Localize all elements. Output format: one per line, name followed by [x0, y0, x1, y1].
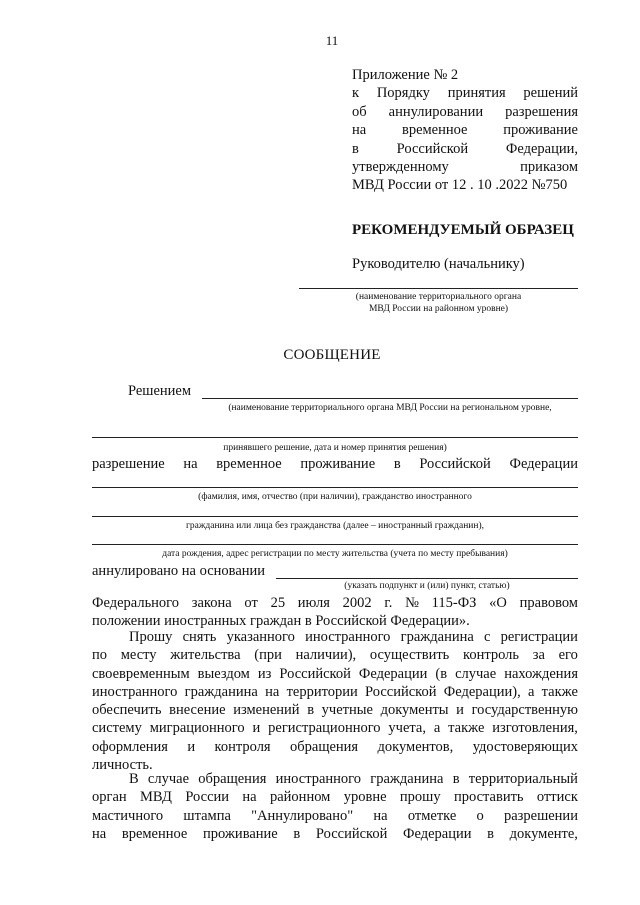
word: иностранного	[275, 771, 361, 787]
word: обращения	[198, 771, 267, 787]
word: миграционного	[149, 720, 245, 737]
request-line	[92, 719, 578, 737]
addressee: Руководителю (начальнику)	[352, 256, 525, 272]
person-fill-line-1	[92, 487, 578, 488]
word: своевременным	[92, 665, 190, 682]
word: снять	[182, 629, 217, 645]
addressee-caption-line-1: (наименование территориального органа	[355, 292, 522, 302]
word: Российской	[279, 665, 351, 682]
message-title: СООБЩЕНИЕ	[283, 347, 381, 363]
word: государственную	[471, 702, 578, 719]
word: жительства	[170, 647, 241, 664]
word: (при	[254, 647, 282, 664]
word: иностранного	[305, 629, 391, 645]
request-line	[92, 646, 578, 664]
word: учета,	[388, 720, 426, 737]
word: приказом	[520, 159, 578, 176]
word: гражданина	[370, 771, 444, 787]
word: орган	[92, 789, 127, 806]
request-line	[92, 738, 578, 756]
word: к	[352, 85, 360, 102]
word: выездом	[197, 665, 250, 682]
word: в	[352, 140, 359, 157]
word: Федерального	[92, 595, 180, 611]
word: принятия	[447, 85, 506, 102]
word: временное	[401, 122, 468, 139]
word: обеспечить	[92, 702, 162, 719]
word: «О	[489, 595, 507, 611]
word: и	[456, 702, 464, 719]
word: месту	[120, 647, 157, 664]
word: территориальный	[468, 771, 578, 787]
word: на	[373, 807, 388, 824]
word: наличии),	[295, 647, 357, 664]
word: временное	[121, 825, 188, 842]
word: на	[265, 683, 280, 700]
word: В	[129, 771, 139, 787]
word: документов,	[377, 738, 454, 755]
decision-caption-2: принявшего решение, дата и номер принятия решения)	[223, 443, 447, 453]
word: проживание	[503, 122, 578, 139]
word: также	[448, 720, 485, 737]
decision-fill-line-2	[92, 437, 578, 438]
word: районном	[269, 789, 331, 806]
appendix-line	[352, 158, 578, 176]
word: изготовления,	[492, 720, 578, 737]
word: от	[244, 595, 258, 611]
word: на	[352, 122, 367, 139]
word: Российской	[396, 140, 469, 157]
word: временное	[216, 456, 282, 472]
case-line	[92, 825, 578, 843]
addressee-fill-line	[299, 288, 578, 289]
word: проживание	[203, 825, 278, 842]
word: и	[252, 720, 261, 737]
annulled-caption: (указать подпункт и (или) пункт, статью)	[344, 581, 510, 591]
word: контроль	[463, 647, 520, 664]
request-line	[92, 628, 578, 646]
case-line	[92, 770, 578, 788]
word: г.	[384, 595, 393, 611]
word: аннулировании	[388, 103, 484, 120]
word: июля	[297, 595, 330, 611]
appendix-line	[352, 66, 578, 84]
word: указанного	[226, 629, 295, 645]
word: 25	[270, 595, 286, 611]
word: разрешении	[503, 807, 578, 824]
word: удостоверяющих	[472, 738, 578, 755]
person-caption-1: (фамилия, имя, отчество (при наличии), гражданство иностранного	[198, 492, 472, 502]
word: правовом	[519, 595, 578, 611]
annulled-fill-line	[276, 578, 578, 579]
word: документы	[380, 702, 449, 719]
case-line	[92, 807, 578, 825]
word: Федерации	[403, 825, 472, 842]
word: оформления	[92, 738, 168, 755]
word: осуществить	[369, 647, 450, 664]
word: и	[187, 738, 196, 755]
person-fill-line-3	[92, 544, 578, 545]
word: разрешение	[92, 456, 165, 472]
appendix-line	[352, 121, 578, 139]
word: из	[257, 665, 272, 682]
word: нахождения	[504, 665, 578, 682]
word: Федерации	[358, 665, 428, 682]
word: проставить	[453, 789, 524, 806]
word: систему	[92, 720, 142, 737]
decision-label: Решением	[128, 383, 192, 399]
word: случае	[147, 771, 190, 787]
case-line	[92, 788, 578, 806]
word: оттиск	[536, 789, 578, 806]
word: изменений	[233, 702, 300, 719]
word: в	[307, 702, 315, 719]
word: утвержденному	[352, 159, 449, 176]
word: о	[476, 807, 484, 824]
word: решений	[523, 85, 578, 102]
word: Российской	[315, 825, 388, 842]
permit-line	[92, 456, 578, 473]
word: обращения	[290, 738, 359, 755]
person-fill-line-2	[92, 516, 578, 517]
person-caption-3: дата рождения, адрес регистрации по месту жительства (учета по месту пребывания)	[162, 549, 508, 559]
word: контроля	[214, 738, 271, 755]
word: за	[532, 647, 545, 664]
word: а	[527, 683, 535, 700]
request-line	[92, 665, 578, 683]
word: с	[484, 629, 491, 645]
word: разрешения	[505, 103, 578, 120]
word: МВД России от 12 . 10 .2022 №750	[352, 177, 568, 194]
word: штампа	[183, 807, 231, 824]
decision-fill-line	[202, 398, 578, 399]
decision-caption-1: (наименование территориального органа МВД России на региональном уровне,	[228, 403, 552, 413]
word: регистрационного	[268, 720, 381, 737]
word: иностранного	[92, 683, 178, 700]
addressee-caption-line-2: МВД России на районном уровне)	[368, 304, 509, 314]
annulled-label: аннулировано на основании	[92, 563, 266, 579]
word: проживание	[300, 456, 376, 472]
word: на	[92, 825, 107, 842]
word: также	[541, 683, 578, 700]
word: Федерации),	[443, 683, 521, 700]
law-line	[92, 594, 578, 612]
appendix-line	[352, 103, 578, 121]
word: Российской	[419, 456, 491, 472]
word: на	[242, 789, 257, 806]
appendix-line	[352, 176, 578, 194]
request-line	[92, 701, 578, 719]
word: регистрации	[500, 629, 578, 645]
word: 115-ФЗ	[431, 595, 477, 611]
word: мастичного	[92, 807, 164, 824]
word: (в	[435, 665, 448, 682]
word: гражданина	[184, 683, 258, 700]
word: на	[183, 456, 198, 472]
word: закона	[191, 595, 232, 611]
word: а	[433, 720, 441, 737]
word: России	[185, 789, 230, 806]
word: отметке	[407, 807, 457, 824]
request-line	[92, 683, 578, 701]
appendix-line	[352, 84, 578, 102]
word: уровне	[343, 789, 387, 806]
sample-title: РЕКОМЕНДУЕМЫЙ ОБРАЗЕЦ	[352, 222, 574, 238]
appendix-header	[352, 66, 578, 195]
request-paragraph	[92, 628, 578, 774]
word: №	[405, 595, 419, 611]
person-caption-2: гражданина или лица без гражданства (далее – иностранный гражданин),	[185, 521, 484, 531]
case-paragraph	[92, 770, 578, 843]
word: положении иностранных граждан в Российской Федерации».	[92, 613, 470, 630]
word: в	[293, 825, 301, 842]
word: об	[352, 103, 367, 120]
word: территории	[286, 683, 358, 700]
word: прошу	[399, 789, 441, 806]
word: Федерации	[509, 456, 578, 472]
law-paragraph	[92, 594, 578, 631]
word: Приложение № 2	[352, 67, 459, 83]
page-number: 11	[325, 33, 339, 48]
word: МВД	[140, 789, 172, 806]
word: 2002	[342, 595, 372, 611]
word: внесение	[169, 702, 226, 719]
word: Прошу	[129, 629, 173, 645]
word: Федерации,	[505, 140, 578, 157]
word: Порядку	[376, 85, 430, 102]
word: документе,	[509, 825, 578, 842]
word: "Аннулировано"	[251, 807, 354, 824]
word: в	[393, 456, 401, 472]
word: его	[558, 647, 578, 664]
word: случае	[455, 665, 497, 682]
word: учетные	[321, 702, 373, 719]
word: личность.	[92, 757, 153, 774]
word: гражданина	[400, 629, 474, 645]
appendix-line	[352, 140, 578, 158]
word: в	[487, 825, 494, 842]
word: Российской	[365, 683, 437, 700]
word: по	[92, 647, 108, 664]
word: в	[452, 771, 460, 787]
